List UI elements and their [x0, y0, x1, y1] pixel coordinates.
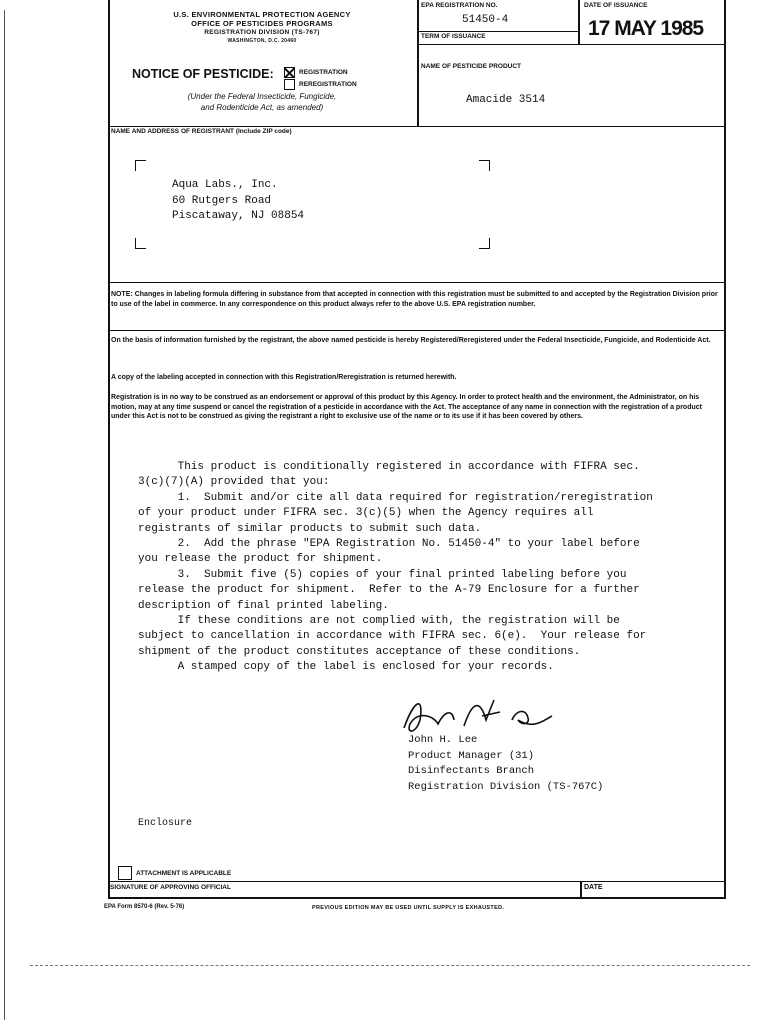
epa-reg-label: EPA REGISTRATION NO.: [421, 2, 498, 9]
date-label: DATE OF ISSUANCE: [584, 2, 648, 9]
registrant-address: [172, 178, 304, 225]
signer-name: John H. Lee: [408, 734, 478, 746]
address-corner-tr: [479, 160, 490, 171]
reregistration-checkbox[interactable]: [284, 79, 295, 90]
signer-division: Registration Division (TS-767C): [408, 780, 604, 793]
scan-edge-line: [4, 10, 5, 1020]
product-label: NAME OF PESTICIDE PRODUCT: [421, 63, 522, 70]
address-corner-bl: [135, 238, 146, 249]
note-text: NOTE: Changes in labeling formula differing in substance from that accepted in connection with this registration must be submitted to and accepted by the Registration Division prior to use of the label in commerce. In any correspondence on this product always refer to the above U.S. EPA registration number.: [111, 291, 718, 308]
attachment-checkbox[interactable]: [118, 866, 132, 880]
registrant-label: NAME AND ADDRESS OF REGISTRANT (Include ZIP code): [111, 128, 292, 135]
signer-branch: Disinfectants Branch: [408, 765, 535, 777]
paragraph-3: Registration is in no way to be construed as an endorsement or approval of this product by this Agency. In order to protect health and the environment, the Administrator, on his motion, may at any time suspend or cancel the registration of a pesticide in accordance with the Act. The acceptance of any name in connection with the registration of a product under this Act is not to be construed as giving the registrant a right to exclusive use of the name or to its use if it has been covered by others.: [111, 394, 702, 420]
signature-official-label: SIGNATURE OF APPROVING OFFICIAL: [110, 884, 231, 891]
form-number: EPA Form 8570-6 (Rev. 5-76): [104, 904, 185, 910]
body-line: 3(c)(7)(A) provided that you:: [138, 476, 330, 489]
epa-reg-value: 51450-4: [462, 14, 509, 26]
registration-notice-form: [108, 0, 726, 900]
under-act-line-2: and Rodenticide Act, as amended): [200, 102, 324, 112]
body-line: If these conditions are not complied with, the registration will be: [138, 615, 620, 628]
agency-line-4: WASHINGTON, D.C. 20460: [227, 38, 297, 44]
body-line: you release the product for shipment.: [138, 553, 383, 566]
agency-line-3: REGISTRATION DIVISION (TS-767): [204, 29, 320, 36]
address-corner-tl: [135, 160, 146, 171]
agency-line-2: OFFICE OF PESTICIDES PROGRAMS: [191, 19, 333, 28]
body-line: subject to cancellation in accordance with FIFRA sec. 6(e). Your release for: [138, 630, 647, 643]
registrant-line-1: Aqua Labs., Inc.: [172, 179, 278, 191]
term-label: TERM OF ISSUANCE: [421, 33, 486, 40]
body-line: 2. Add the phrase "EPA Registration No. 51450-4" to your label before: [138, 538, 640, 551]
body-line: This product is conditionally registered in accordance with FIFRA sec.: [138, 461, 640, 473]
conditions-body: [138, 460, 653, 676]
date-stamp: 17 MAY 1985: [588, 17, 704, 40]
agency-line-1: U.S. ENVIRONMENTAL PROTECTION AGENCY: [173, 10, 351, 19]
body-line: A stamped copy of the label is enclosed for your records.: [138, 661, 554, 674]
registrant-line-2: 60 Rutgers Road: [172, 194, 272, 207]
registrant-line-3: Piscataway, NJ 08854: [172, 210, 305, 222]
body-line: 1. Submit and/or cite all data required for registration/reregistration: [138, 491, 653, 504]
agency-header: [108, 10, 416, 46]
body-line: release the product for shipment. Refer to the A-79 Enclosure for a further: [138, 584, 640, 597]
product-value: Amacide 3514: [466, 94, 546, 106]
address-corner-br: [479, 238, 490, 249]
reregistration-option-label: REREGISTRATION: [299, 80, 357, 88]
paragraph-1: On the basis of information furnished by the registrant, the above named pesticide is hereby Registered/Reregistered under the Federal Insecticide, Fungicide, and Rodenticide Act.: [111, 337, 711, 344]
attachment-option[interactable]: [118, 864, 231, 882]
attachment-label: ATTACHMENT IS APPLICABLE: [136, 869, 232, 877]
signer-title: Product Manager (31): [408, 749, 535, 762]
paragraph-2: A copy of the labeling accepted in connection with this Registration/Reregistration is returned herewith.: [111, 374, 457, 381]
previous-edition-note: PREVIOUS EDITION MAY BE USED UNTIL SUPPLY IS EXHAUSTED.: [312, 905, 505, 911]
footer-date-label: DATE: [584, 884, 603, 891]
notice-title: NOTICE OF PESTICIDE:: [132, 67, 274, 81]
body-line: description of final printed labeling.: [138, 599, 389, 612]
registration-option-label: REGISTRATION: [299, 68, 348, 76]
under-act-line-1: (Under the Federal Insecticide, Fungicide,: [187, 92, 337, 101]
scan-dash-line: [30, 965, 750, 966]
under-act-note: [108, 92, 416, 113]
body-line: registrants of similar products to submit such data.: [138, 522, 482, 535]
enclosure-label: Enclosure: [138, 818, 193, 829]
body-line: 3. Submit five (5) copies of your final printed labeling before you: [138, 568, 627, 581]
body-line: of your product under FIFRA sec. 3(c)(5) when the Agency requires all: [138, 507, 594, 520]
signature-block: [408, 733, 603, 795]
reregistration-option[interactable]: [284, 75, 357, 93]
body-line: shipment of the product constitutes acceptance of these conditions.: [138, 645, 581, 658]
